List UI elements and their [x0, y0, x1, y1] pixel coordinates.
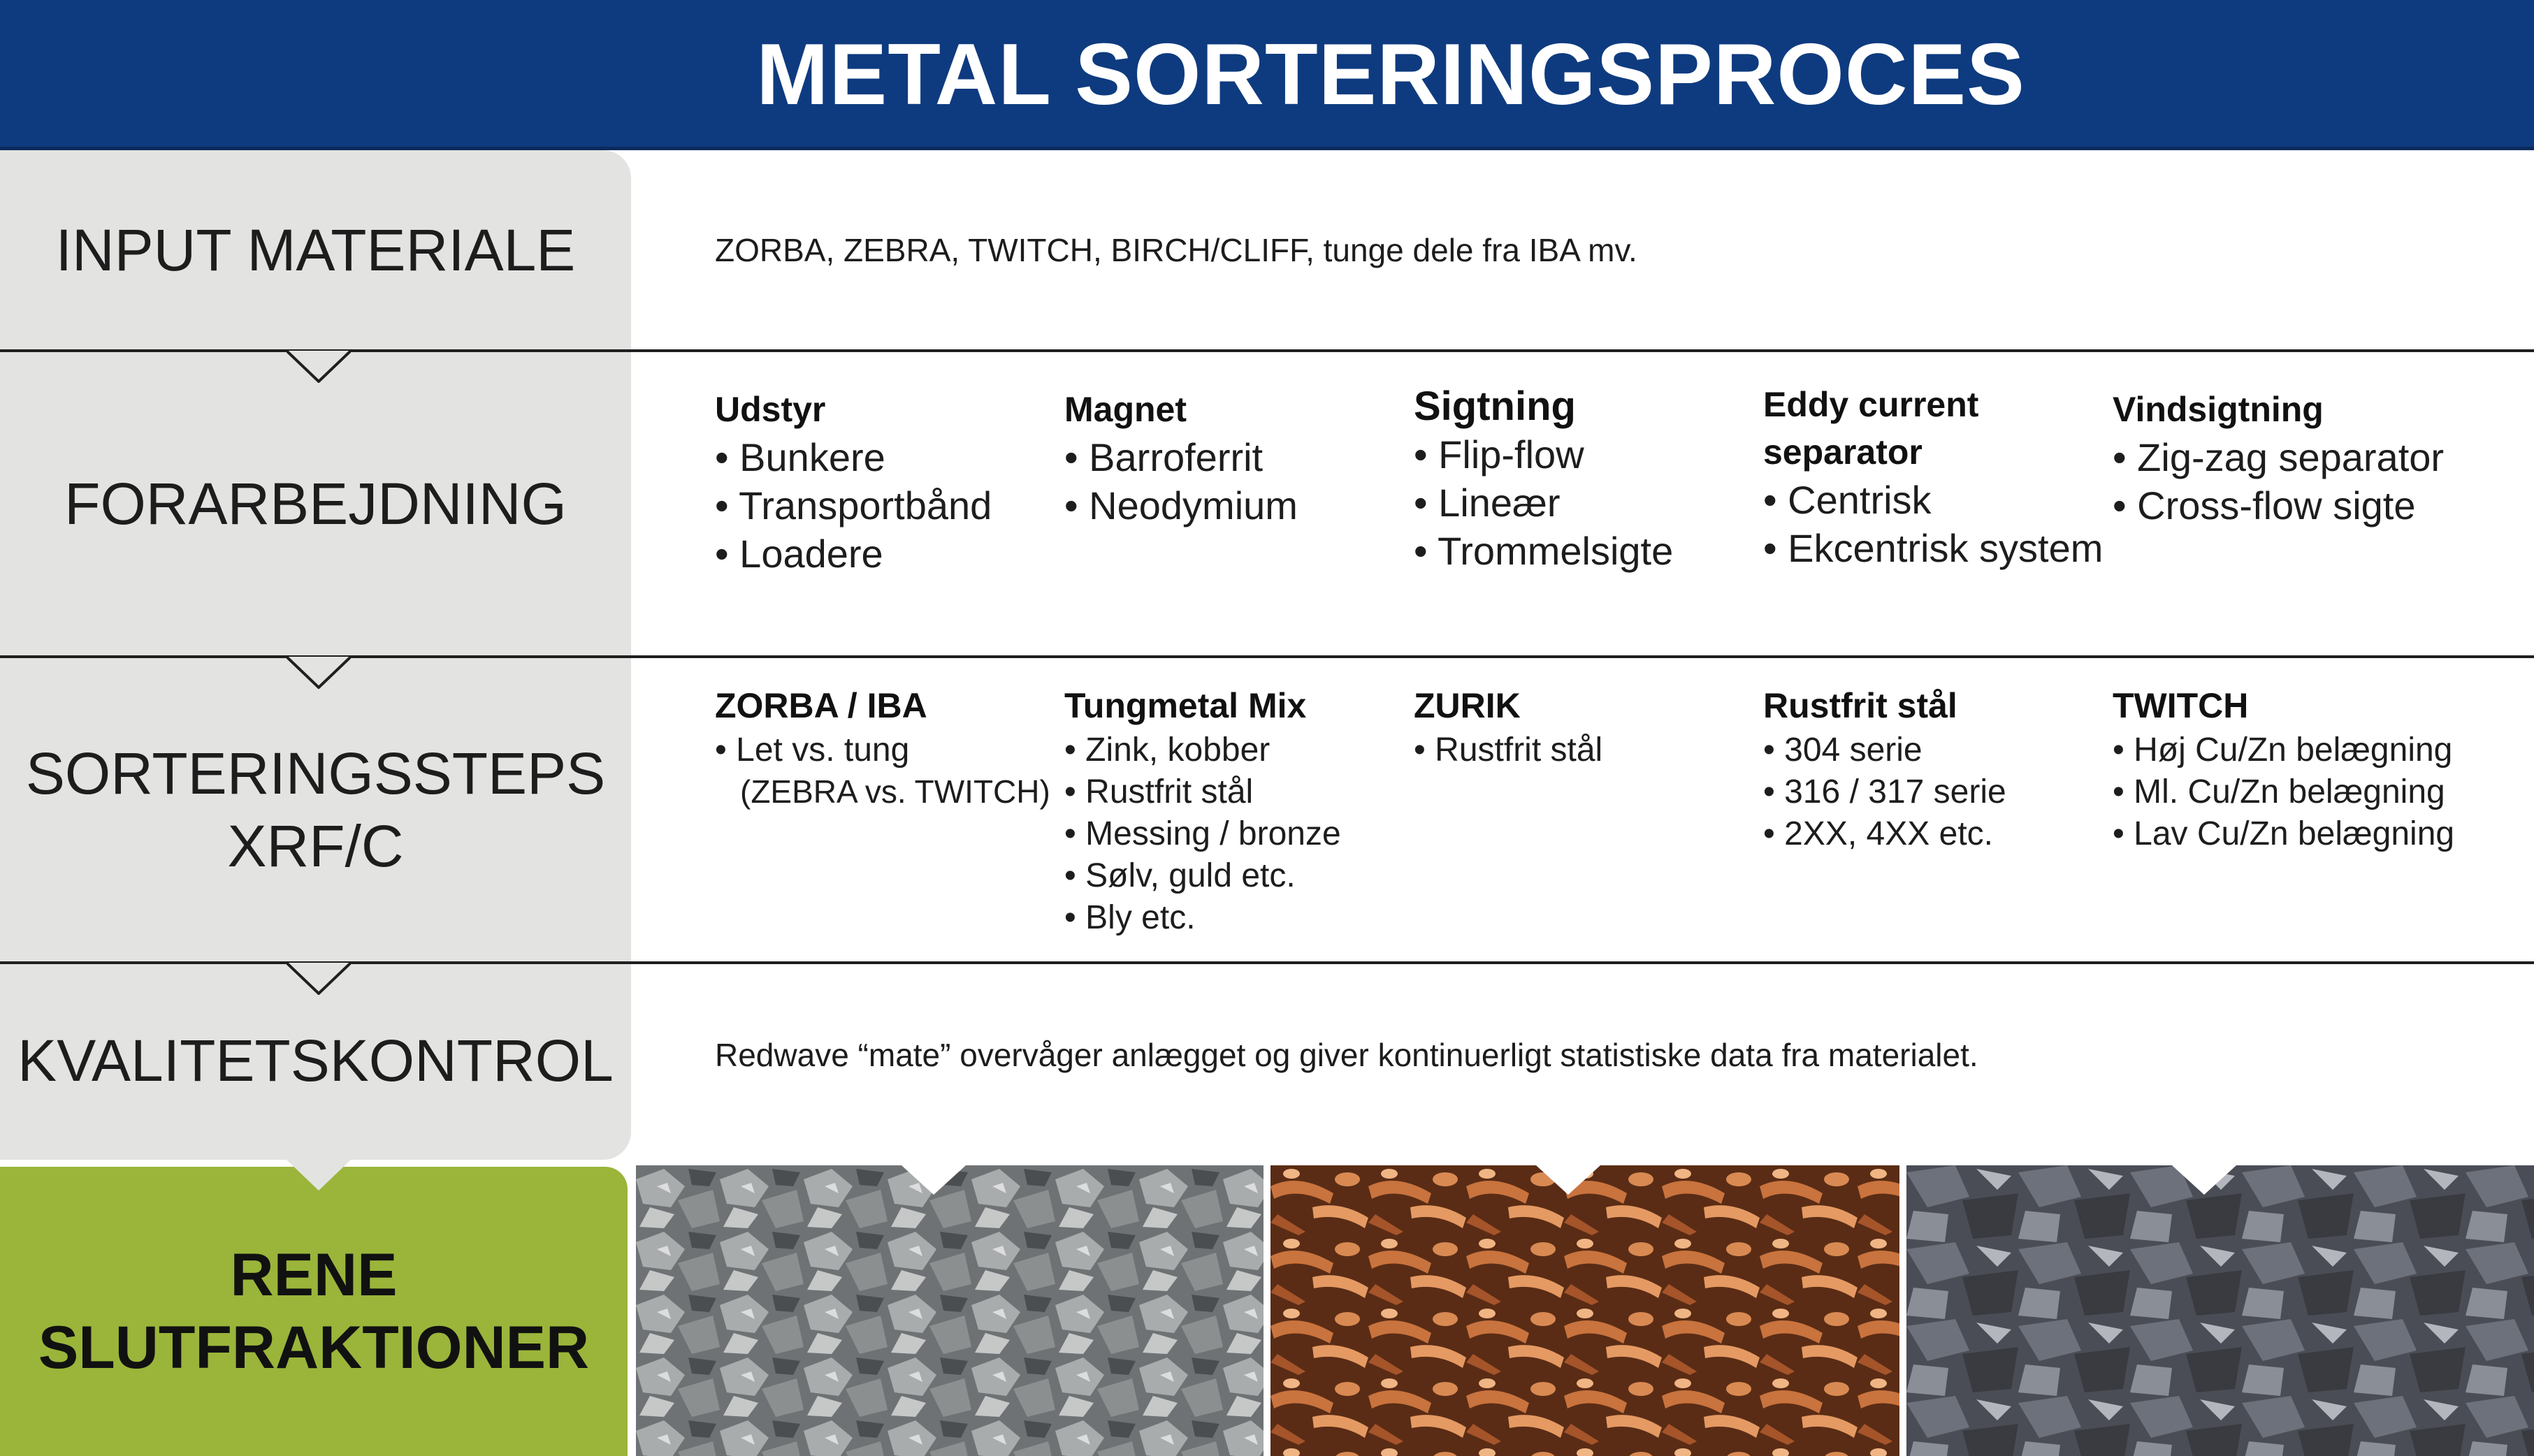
- list-item: • 2XX, 4XX etc.: [1763, 815, 1993, 852]
- header-bar: [0, 0, 2534, 150]
- copper-scrap-photo: [1270, 1165, 1899, 1456]
- list-item: • Zig-zag separator: [2113, 435, 2445, 479]
- list-item: • Ml. Cu/Zn belægning: [2113, 773, 2445, 810]
- prep-column-sigtning: [1414, 383, 1673, 575]
- prep-column-vindsigtning: [2113, 386, 2444, 530]
- down-arrow-icon: [287, 657, 351, 689]
- page-title: METAL SORTERINGSPROCES: [756, 27, 2025, 123]
- sort-column-heading: TWITCH: [2113, 686, 2249, 725]
- prep-column-udstyr: [715, 386, 992, 578]
- prep-column-heading: Sigtning: [1414, 384, 1576, 429]
- list-item: • Barroferrit: [1064, 435, 1264, 479]
- stage-sort: [0, 658, 631, 961]
- list-item: • Rustfrit stål: [1064, 773, 1254, 810]
- steel-scrap-photo: [1906, 1165, 2534, 1456]
- list-item: • Loadere: [715, 532, 883, 576]
- list-item: • Bunkere: [715, 435, 885, 479]
- sort-column-heading: Rustfrit stål: [1763, 686, 1957, 725]
- down-arrow-icon: [287, 1160, 351, 1192]
- quality-control-text: Redwave “mate” overvåger anlægget og giver kontinuerligt statistiske data fra materialet.: [715, 1037, 1978, 1073]
- stage-input-label: INPUT MATERIALE: [55, 217, 576, 283]
- final-fractions-label-line1: RENE: [230, 1242, 398, 1309]
- stage-qc-label: KVALITETSKONTROL: [17, 1027, 614, 1093]
- row-divider: [0, 961, 2534, 964]
- aluminium-scrap-photo: [636, 1165, 1264, 1456]
- final-fractions-label-line2: SLUTFRAKTIONER: [38, 1314, 590, 1381]
- prep-column-heading: Udstyr: [715, 390, 826, 429]
- input-material-text: ZORBA, ZEBRA, TWITCH, BIRCH/CLIFF, tunge dele fra IBA mv.: [715, 232, 1637, 268]
- down-arrow-icon: [287, 963, 351, 995]
- stage-prep-label: FORARBEJDNING: [64, 471, 567, 537]
- stage-input: [0, 150, 631, 349]
- prep-column-heading: Magnet: [1064, 390, 1187, 429]
- prep-column-heading: Vindsigtning: [2113, 390, 2324, 429]
- list-item: • 316 / 317 serie: [1763, 773, 2006, 810]
- list-item: • 304 serie: [1763, 731, 1923, 769]
- prep-column-heading: Eddy current: [1763, 385, 1979, 424]
- stage-prep: [0, 352, 631, 655]
- list-item-note: (ZEBRA vs. TWITCH): [740, 773, 1050, 810]
- row-divider: [0, 655, 2534, 658]
- list-item: • Transportbånd: [715, 483, 992, 527]
- list-item: • Rustfrit stål: [1414, 731, 1603, 769]
- stage-sort-label-line1: SORTERINGSSTEPS: [25, 741, 606, 806]
- sort-column-heading: ZORBA / IBA: [715, 686, 927, 725]
- sort-column-twitch: [2113, 682, 2454, 855]
- list-item: • Zink, kobber: [1064, 731, 1270, 769]
- list-item: • Centrisk: [1763, 478, 1932, 522]
- sort-column-tungmetal-mix: [1064, 682, 1341, 939]
- list-item: • Høj Cu/Zn belægning: [2113, 731, 2453, 769]
- list-item: • Messing / bronze: [1064, 815, 1341, 852]
- prep-column-heading: separator: [1763, 432, 1923, 472]
- list-item: • Neodymium: [1064, 483, 1298, 527]
- sort-column-heading: ZURIK: [1414, 686, 1521, 725]
- list-item: • Trommelsigte: [1414, 529, 1674, 573]
- list-item: • Sølv, guld etc.: [1064, 857, 1296, 894]
- list-item: • Bly etc.: [1064, 899, 1196, 936]
- list-item: • Lineær: [1414, 481, 1561, 525]
- sort-column-rustfrit-staal: [1763, 682, 2006, 855]
- sort-column-heading: Tungmetal Mix: [1064, 686, 1307, 725]
- list-item: • Ekcentrisk system: [1763, 526, 2104, 570]
- list-item: • Cross-flow sigte: [2113, 483, 2416, 527]
- final-fractions-box: [0, 1167, 628, 1456]
- row-divider: [0, 349, 2534, 352]
- sort-column-zurik: [1414, 682, 1602, 771]
- down-arrow-icon: [287, 351, 351, 383]
- list-item: • Flip-flow: [1414, 432, 1584, 476]
- prep-column-eddy-current: [1763, 381, 2103, 572]
- prep-column-magnet: [1064, 386, 1298, 530]
- list-item: • Lav Cu/Zn belægning: [2113, 815, 2455, 852]
- list-item: • Let vs. tung (ZEBRA vs. TWITCH): [715, 729, 1050, 812]
- stage-sort-label-line2: XRF/C: [227, 813, 404, 879]
- sort-column-zorba-iba: [715, 682, 1050, 812]
